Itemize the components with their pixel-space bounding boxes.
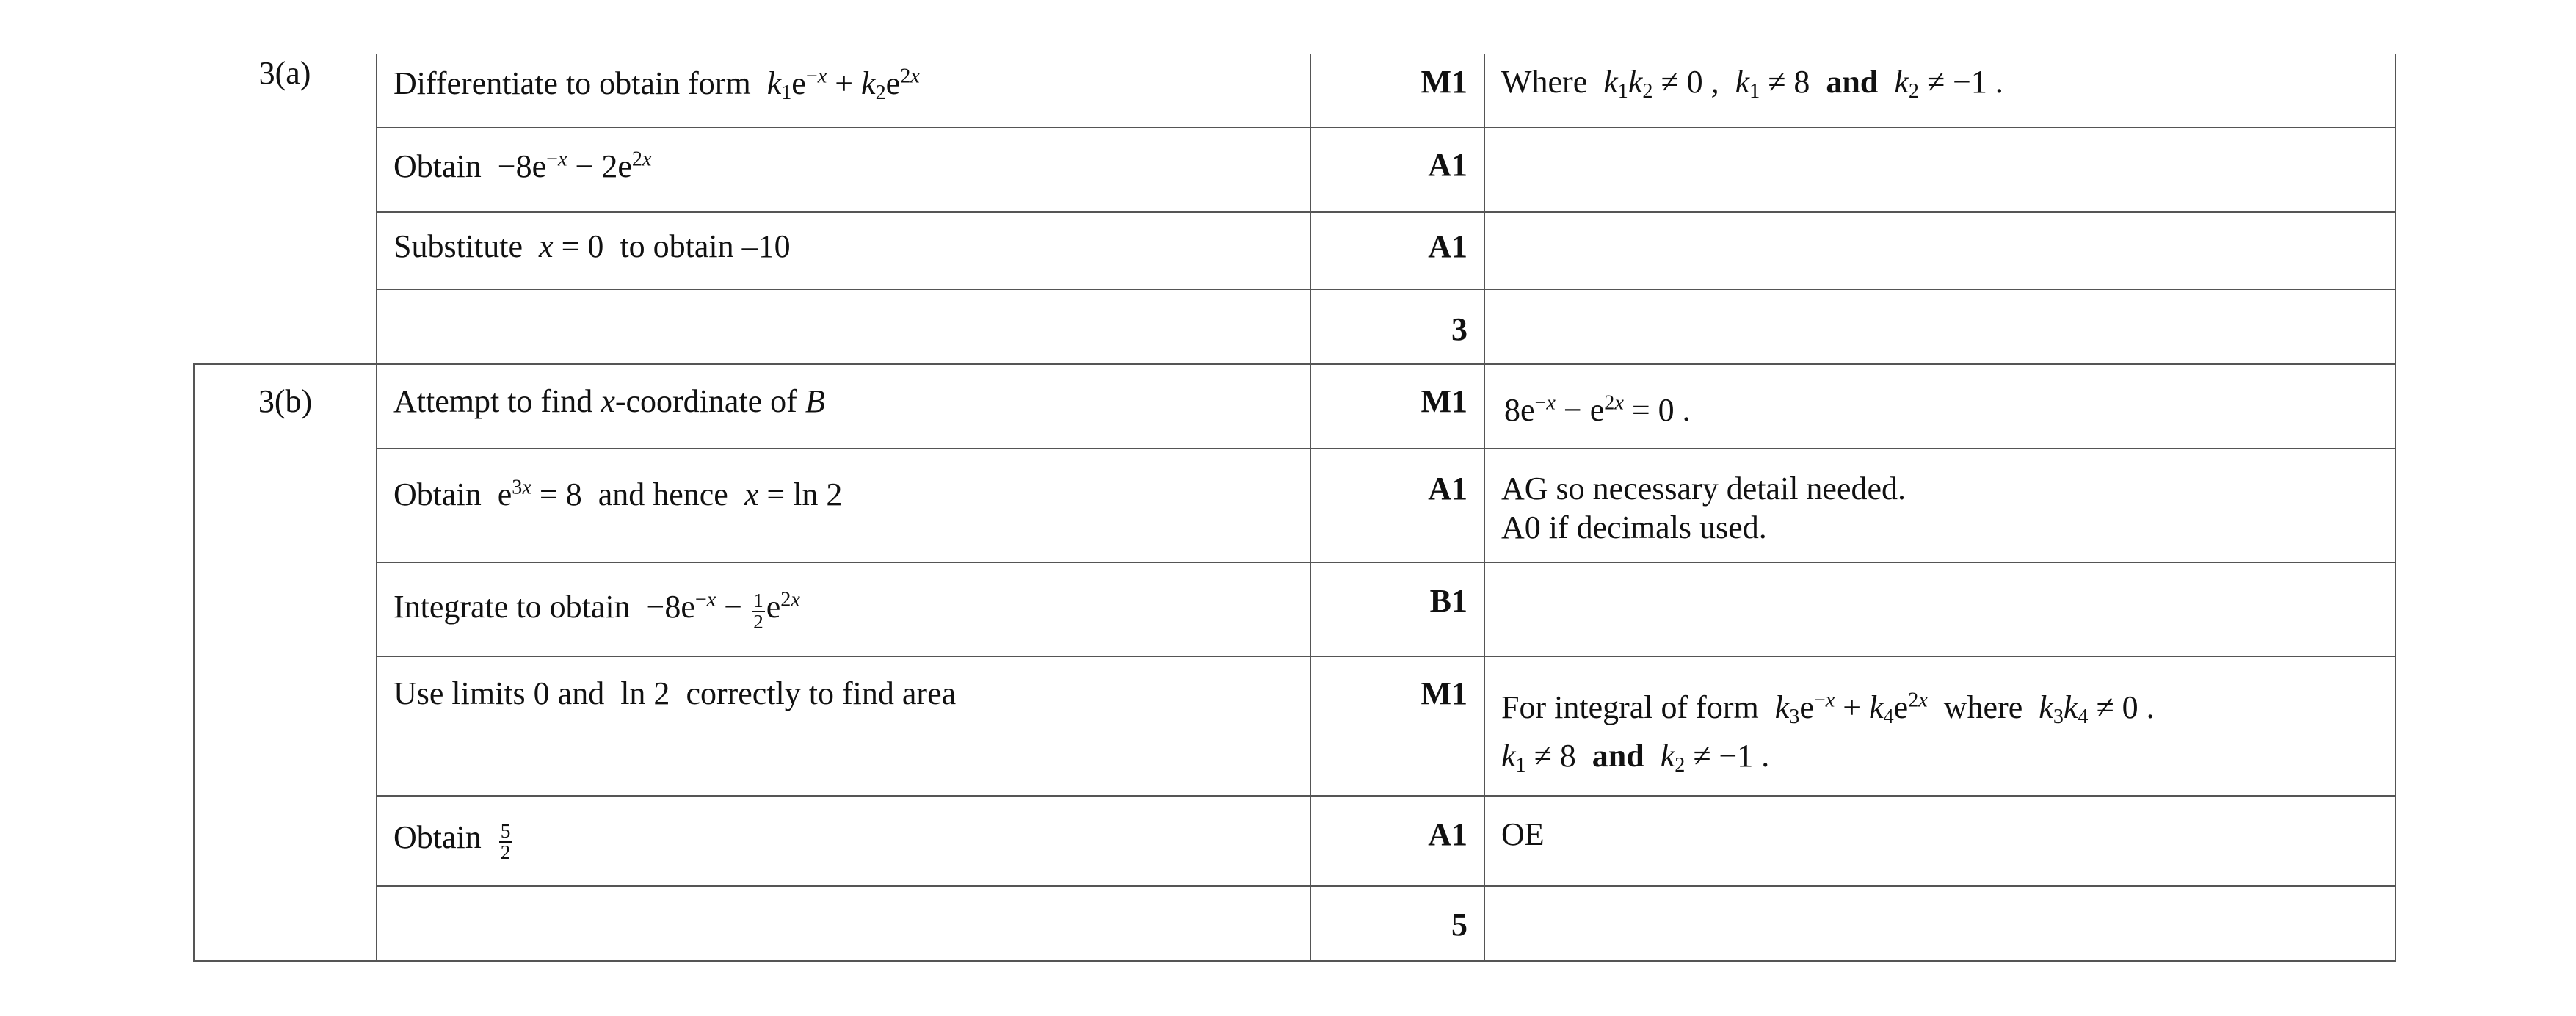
answer-text: Use limits 0 and [393, 675, 605, 711]
table-row [194, 128, 2395, 212]
bold-and: and [1826, 64, 1879, 100]
guidance-cell [1484, 449, 2395, 562]
answer-cell [377, 449, 1310, 562]
question-cell-3a [194, 54, 377, 364]
answer-text: to obtain –10 [620, 228, 791, 264]
guidance-cell [1484, 562, 2395, 656]
answer-cell [377, 364, 1310, 449]
mark-cell: A1 [1310, 128, 1484, 212]
math-expression: $k_1e^{-x} + k_2e^{2x}$ [766, 65, 920, 105]
answer-text: correctly to find area [686, 675, 957, 711]
guidance-cell [1484, 128, 2395, 212]
table-row [194, 212, 2395, 289]
table-row [194, 796, 2395, 886]
table-row [194, 562, 2395, 656]
mark-cell: M1 [1310, 656, 1484, 796]
mark-cell: M1 [1310, 364, 1484, 449]
table-row [194, 886, 2395, 961]
answer-text: Obtain [393, 148, 482, 184]
answer-cell [377, 212, 1310, 289]
answer-text: Integrate to obtain [393, 589, 631, 625]
guidance-line [1501, 732, 2395, 780]
guidance-cell [1484, 886, 2395, 961]
answer-text: Differentiate to obtain form [393, 65, 751, 101]
guidance-text: For integral of form [1501, 689, 1759, 725]
answer-cell [377, 886, 1310, 961]
math-expression: ln 2 [612, 675, 678, 711]
answer-text: and hence [598, 476, 728, 512]
total-mark-cell: 3 [1310, 289, 1484, 364]
answer-text: Obtain [393, 819, 482, 855]
answer-text: Attempt to find x-coordinate of B [393, 383, 825, 419]
guidance-line [1501, 683, 2395, 732]
question-cell-3b [194, 364, 377, 961]
guidance-cell [1484, 364, 2395, 449]
table-row [194, 364, 2395, 449]
guidance-text: AG so necessary detail needed. [1501, 471, 1906, 507]
math-expression: x = 0 [539, 228, 612, 264]
answer-cell [377, 796, 1310, 886]
math-expression: $\frac{5}{2}$ [500, 819, 511, 863]
answer-cell [377, 54, 1310, 128]
guidance-text: A0 if decimals used. [1501, 509, 1767, 545]
mark-cell: B1 [1310, 562, 1484, 656]
answer-text: Substitute [393, 228, 523, 264]
table-row [194, 54, 2395, 128]
table-row [194, 656, 2395, 796]
math-expression: $k_1k_2 \ne 0$ , $k_1 \ne 8$ and $k_2 \ne -1$ . [1603, 64, 2003, 104]
mark-cell: A1 [1310, 449, 1484, 562]
answer-cell [377, 656, 1310, 796]
guidance-cell [1484, 212, 2395, 289]
guidance-text: where [1943, 689, 2023, 725]
table-row [194, 289, 2395, 364]
mark-cell: A1 [1310, 212, 1484, 289]
mark-cell: A1 [1310, 796, 1484, 886]
math-expression: $8e^{-x} - e^{2x} = 0$ . [1504, 391, 1691, 428]
guidance-cell [1484, 289, 2395, 364]
mark-scheme-table [193, 54, 2396, 962]
math-expression: x = ln 2 [744, 476, 843, 512]
guidance-cell [1484, 656, 2395, 796]
question-number: 3(a) [258, 55, 311, 91]
math-expression: $e^{3x} = 8$ [489, 476, 590, 512]
answer-text: Obtain [393, 476, 482, 512]
guidance-cell: OE [1484, 796, 2395, 886]
guidance-text: Where [1501, 64, 1588, 100]
math-expression: $-8e^{-x}$ − $\frac{1}{2}$ $e^{2x}$ [638, 588, 800, 633]
answer-cell [377, 562, 1310, 656]
guidance-cell [1484, 54, 2395, 128]
bold-and: and [1592, 738, 1644, 774]
table-row [194, 449, 2395, 562]
question-number: 3(b) [258, 383, 313, 419]
answer-cell [377, 289, 1310, 364]
math-expression: $-8e^{-x} - 2e^{2x}$ [489, 148, 652, 184]
math-expression: $k_3e^{-x} + k_4e^{2x}$ [1774, 689, 1928, 729]
answer-cell [377, 128, 1310, 212]
math-expression: $k_3k_4 \ne 0$ . [2039, 689, 2155, 729]
mark-cell: M1 [1310, 54, 1484, 128]
total-mark-cell: 5 [1310, 886, 1484, 961]
math-expression: $k_1 \ne 8$ and $k_2 \ne -1$ . [1501, 738, 1770, 777]
